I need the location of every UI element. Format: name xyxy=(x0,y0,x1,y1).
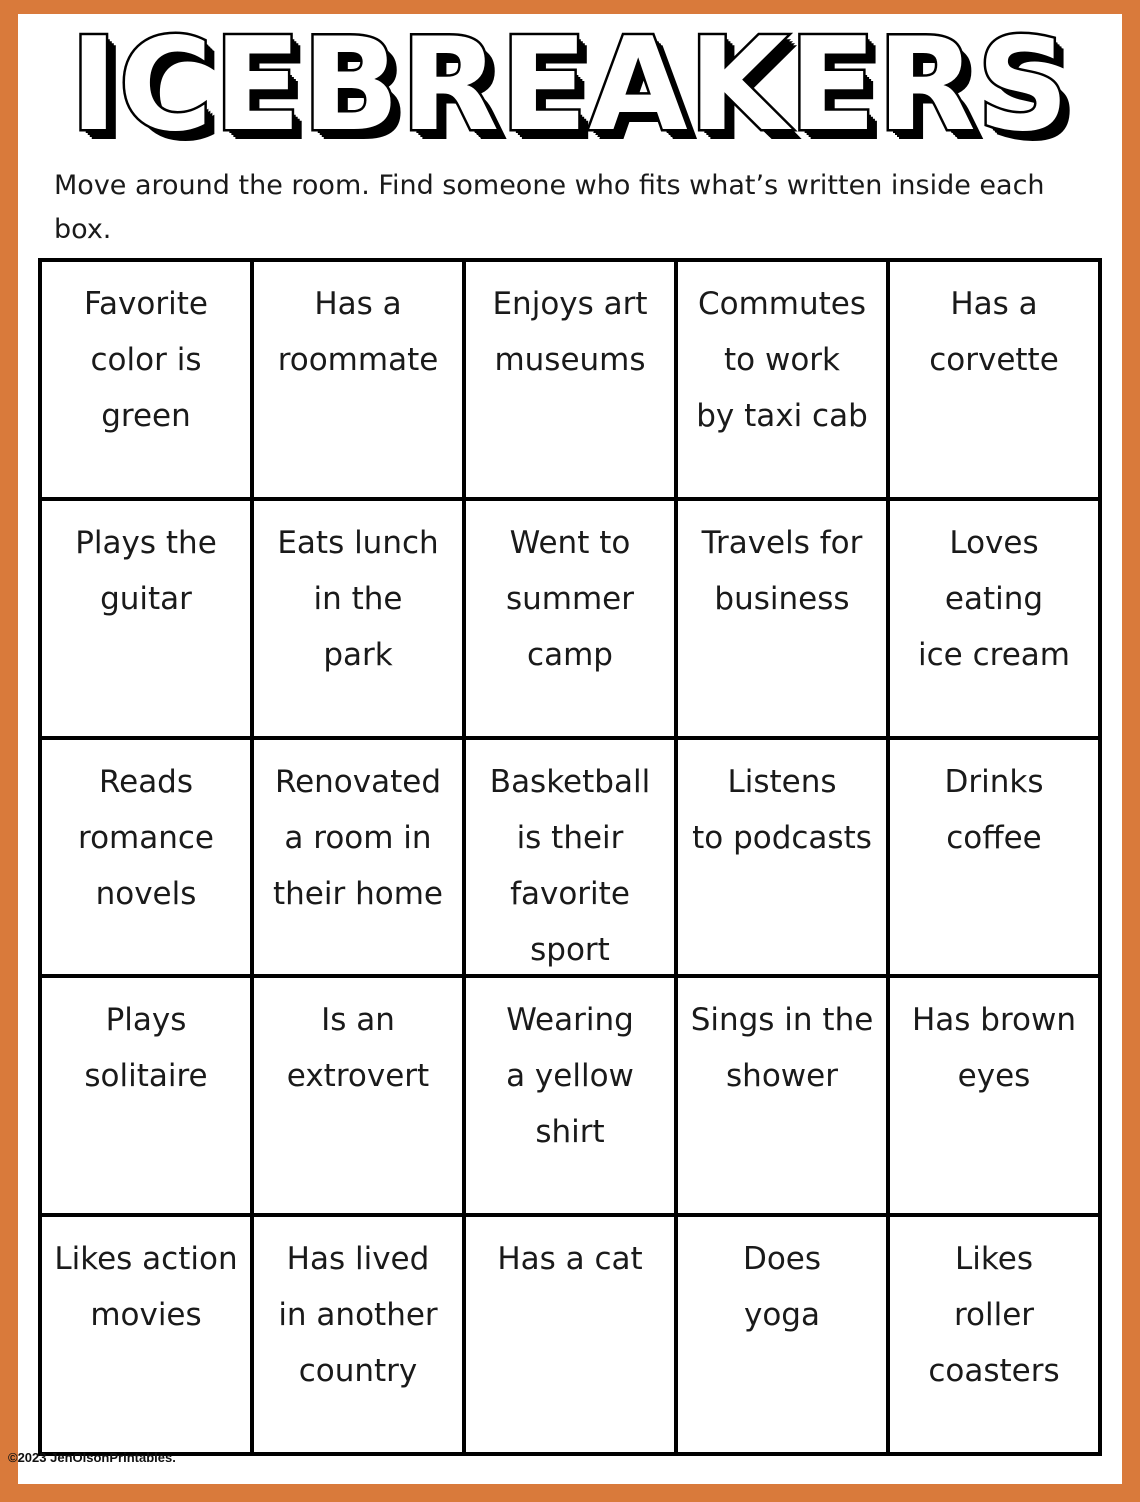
bingo-cell: Has brown eyes xyxy=(890,978,1098,1213)
bingo-cell: Favorite color is green xyxy=(42,262,250,497)
bingo-cell: Likes action movies xyxy=(42,1217,250,1452)
bingo-grid xyxy=(38,258,1102,1456)
bingo-cell: Sings in the shower xyxy=(678,978,886,1213)
instructions-line-1: Move around the room. Find someone who fits what’s written inside each box. xyxy=(54,170,1045,245)
copyright-notice: ©2023 JenOlsonPrintables. xyxy=(8,1450,176,1465)
bingo-cell: Eats lunch in the park xyxy=(254,501,462,736)
bingo-cell: Has a roommate xyxy=(254,262,462,497)
bingo-cell: Is an extrovert xyxy=(254,978,462,1213)
worksheet xyxy=(18,11,1122,1484)
bingo-cell: Plays solitaire xyxy=(42,978,250,1213)
bingo-cell: Wearing a yellow shirt xyxy=(466,978,674,1213)
bingo-cell: Drinks coffee xyxy=(890,740,1098,975)
bingo-cell: Has a corvette xyxy=(890,262,1098,497)
bingo-cell: Listens to podcasts xyxy=(678,740,886,975)
bingo-cell: Travels for business xyxy=(678,501,886,736)
bingo-cell: Renovated a room in their home xyxy=(254,740,462,975)
page-title: ICEBREAKERS xyxy=(70,11,1070,160)
bingo-cell: Likes roller coasters xyxy=(890,1217,1098,1452)
bingo-cell: Enjoys art museums xyxy=(466,262,674,497)
bingo-cell: Has lived in another country xyxy=(254,1217,462,1452)
bingo-cell: Loves eating ice cream xyxy=(890,501,1098,736)
bingo-cell: Has a cat xyxy=(466,1217,674,1452)
bingo-cell: Plays the guitar xyxy=(42,501,250,736)
bingo-cell: Commutes to work by taxi cab xyxy=(678,262,886,497)
bingo-cell: Reads romance novels xyxy=(42,740,250,975)
bingo-cell: Does yoga xyxy=(678,1217,886,1452)
bingo-cell: Basketball is their favorite sport xyxy=(466,740,674,975)
bingo-cell: Went to summer camp xyxy=(466,501,674,736)
